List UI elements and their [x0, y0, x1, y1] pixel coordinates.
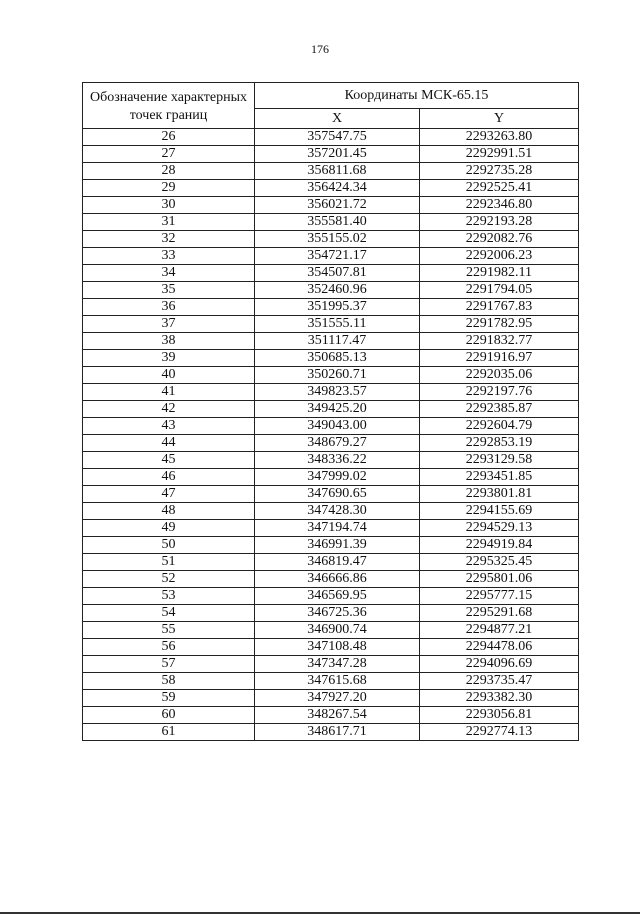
y-cell: 2293451.85	[420, 469, 579, 486]
x-cell: 355581.40	[255, 214, 420, 231]
table-row	[83, 299, 579, 316]
table-row	[83, 282, 579, 299]
x-cell: 356424.34	[255, 180, 420, 197]
page-bottom-edge	[0, 912, 640, 914]
y-cell: 2292853.19	[420, 435, 579, 452]
point-cell: 31	[83, 214, 255, 231]
y-cell: 2291832.77	[420, 333, 579, 350]
x-cell: 349823.57	[255, 384, 420, 401]
x-cell: 347690.65	[255, 486, 420, 503]
point-cell: 29	[83, 180, 255, 197]
point-cell: 50	[83, 537, 255, 554]
table-row	[83, 418, 579, 435]
table-row	[83, 639, 579, 656]
table-row	[83, 333, 579, 350]
table-row	[83, 180, 579, 197]
point-cell: 30	[83, 197, 255, 214]
point-cell: 57	[83, 656, 255, 673]
point-cell: 54	[83, 605, 255, 622]
point-cell: 49	[83, 520, 255, 537]
table-row	[83, 622, 579, 639]
point-cell: 28	[83, 163, 255, 180]
y-cell: 2294919.84	[420, 537, 579, 554]
x-cell: 347428.30	[255, 503, 420, 520]
x-cell: 351117.47	[255, 333, 420, 350]
x-cell: 346725.36	[255, 605, 420, 622]
x-cell: 346569.95	[255, 588, 420, 605]
x-cell: 355155.02	[255, 231, 420, 248]
point-cell: 40	[83, 367, 255, 384]
y-cell: 2292735.28	[420, 163, 579, 180]
table-row	[83, 486, 579, 503]
x-cell: 351995.37	[255, 299, 420, 316]
point-cell: 61	[83, 724, 255, 741]
x-cell: 354721.17	[255, 248, 420, 265]
point-cell: 38	[83, 333, 255, 350]
table-row	[83, 129, 579, 146]
x-cell: 348679.27	[255, 435, 420, 452]
page-number: 176	[311, 42, 329, 56]
table-row	[83, 707, 579, 724]
y-cell: 2294096.69	[420, 656, 579, 673]
x-cell: 357201.45	[255, 146, 420, 163]
point-cell: 45	[83, 452, 255, 469]
x-cell: 349425.20	[255, 401, 420, 418]
point-cell: 27	[83, 146, 255, 163]
y-cell: 2292385.87	[420, 401, 579, 418]
table-row	[83, 367, 579, 384]
table-row	[83, 724, 579, 741]
point-cell: 33	[83, 248, 255, 265]
y-cell: 2292035.06	[420, 367, 579, 384]
x-cell: 347194.74	[255, 520, 420, 537]
point-cell: 37	[83, 316, 255, 333]
table-row	[83, 554, 579, 571]
table-row	[83, 401, 579, 418]
point-cell: 26	[83, 129, 255, 146]
point-cell: 32	[83, 231, 255, 248]
point-cell: 39	[83, 350, 255, 367]
y-cell: 2291916.97	[420, 350, 579, 367]
x-cell: 346991.39	[255, 537, 420, 554]
y-cell: 2293801.81	[420, 486, 579, 503]
point-cell: 55	[83, 622, 255, 639]
table-row	[83, 163, 579, 180]
x-cell: 347927.20	[255, 690, 420, 707]
y-cell: 2291794.05	[420, 282, 579, 299]
x-cell: 347108.48	[255, 639, 420, 656]
x-cell: 350260.71	[255, 367, 420, 384]
table-row	[83, 656, 579, 673]
table-body	[83, 129, 579, 741]
point-cell: 58	[83, 673, 255, 690]
table-row	[83, 197, 579, 214]
y-cell: 2291782.95	[420, 316, 579, 333]
table-row	[83, 503, 579, 520]
y-cell: 2293735.47	[420, 673, 579, 690]
table-row	[83, 316, 579, 333]
point-cell: 48	[83, 503, 255, 520]
x-cell: 346900.74	[255, 622, 420, 639]
y-cell: 2292346.80	[420, 197, 579, 214]
y-cell: 2294478.06	[420, 639, 579, 656]
point-cell: 52	[83, 571, 255, 588]
point-cell: 41	[83, 384, 255, 401]
point-cell: 47	[83, 486, 255, 503]
y-cell: 2292006.23	[420, 248, 579, 265]
point-cell: 44	[83, 435, 255, 452]
table-row	[83, 384, 579, 401]
point-cell: 46	[83, 469, 255, 486]
point-cell: 34	[83, 265, 255, 282]
table-row	[83, 520, 579, 537]
table-row	[83, 350, 579, 367]
point-cell: 56	[83, 639, 255, 656]
table-row	[83, 673, 579, 690]
table-row	[83, 248, 579, 265]
point-column-header: Обозначение характерных точек границ	[83, 83, 255, 129]
table-row	[83, 452, 579, 469]
x-cell: 347615.68	[255, 673, 420, 690]
y-cell: 2293129.58	[420, 452, 579, 469]
x-cell: 356021.72	[255, 197, 420, 214]
y-cell: 2295801.06	[420, 571, 579, 588]
table-row	[83, 605, 579, 622]
y-cell: 2293263.80	[420, 129, 579, 146]
y-cell: 2291982.11	[420, 265, 579, 282]
point-cell: 35	[83, 282, 255, 299]
y-cell: 2292604.79	[420, 418, 579, 435]
table-row	[83, 588, 579, 605]
table-row	[83, 537, 579, 554]
y-cell: 2292774.13	[420, 724, 579, 741]
y-column-header: Y	[420, 109, 579, 129]
coords-group-header: Координаты МСК-65.15	[255, 83, 579, 109]
y-cell: 2292193.28	[420, 214, 579, 231]
x-cell: 349043.00	[255, 418, 420, 435]
point-cell: 60	[83, 707, 255, 724]
x-cell: 351555.11	[255, 316, 420, 333]
table-row	[83, 214, 579, 231]
table-row	[83, 469, 579, 486]
y-cell: 2292991.51	[420, 146, 579, 163]
x-cell: 352460.96	[255, 282, 420, 299]
y-cell: 2293056.81	[420, 707, 579, 724]
x-cell: 347347.28	[255, 656, 420, 673]
point-cell: 51	[83, 554, 255, 571]
point-cell: 36	[83, 299, 255, 316]
point-cell: 53	[83, 588, 255, 605]
y-cell: 2293382.30	[420, 690, 579, 707]
point-cell: 42	[83, 401, 255, 418]
y-cell: 2295291.68	[420, 605, 579, 622]
y-cell: 2294529.13	[420, 520, 579, 537]
y-cell: 2292525.41	[420, 180, 579, 197]
x-cell: 356811.68	[255, 163, 420, 180]
point-cell: 43	[83, 418, 255, 435]
table-row	[83, 571, 579, 588]
y-cell: 2294155.69	[420, 503, 579, 520]
y-cell: 2295325.45	[420, 554, 579, 571]
x-cell: 357547.75	[255, 129, 420, 146]
y-cell: 2291767.83	[420, 299, 579, 316]
x-cell: 348267.54	[255, 707, 420, 724]
y-cell: 2294877.21	[420, 622, 579, 639]
y-cell: 2292082.76	[420, 231, 579, 248]
x-cell: 346819.47	[255, 554, 420, 571]
y-cell: 2295777.15	[420, 588, 579, 605]
x-cell: 348336.22	[255, 452, 420, 469]
table-row	[83, 435, 579, 452]
table-header-row	[83, 83, 579, 109]
y-cell: 2292197.76	[420, 384, 579, 401]
x-column-header: X	[255, 109, 420, 129]
x-cell: 346666.86	[255, 571, 420, 588]
x-cell: 350685.13	[255, 350, 420, 367]
coordinates-table	[82, 82, 579, 741]
table-row	[83, 265, 579, 282]
table-row	[83, 231, 579, 248]
table-row	[83, 146, 579, 163]
x-cell: 347999.02	[255, 469, 420, 486]
x-cell: 348617.71	[255, 724, 420, 741]
x-cell: 354507.81	[255, 265, 420, 282]
point-cell: 59	[83, 690, 255, 707]
table-row	[83, 690, 579, 707]
